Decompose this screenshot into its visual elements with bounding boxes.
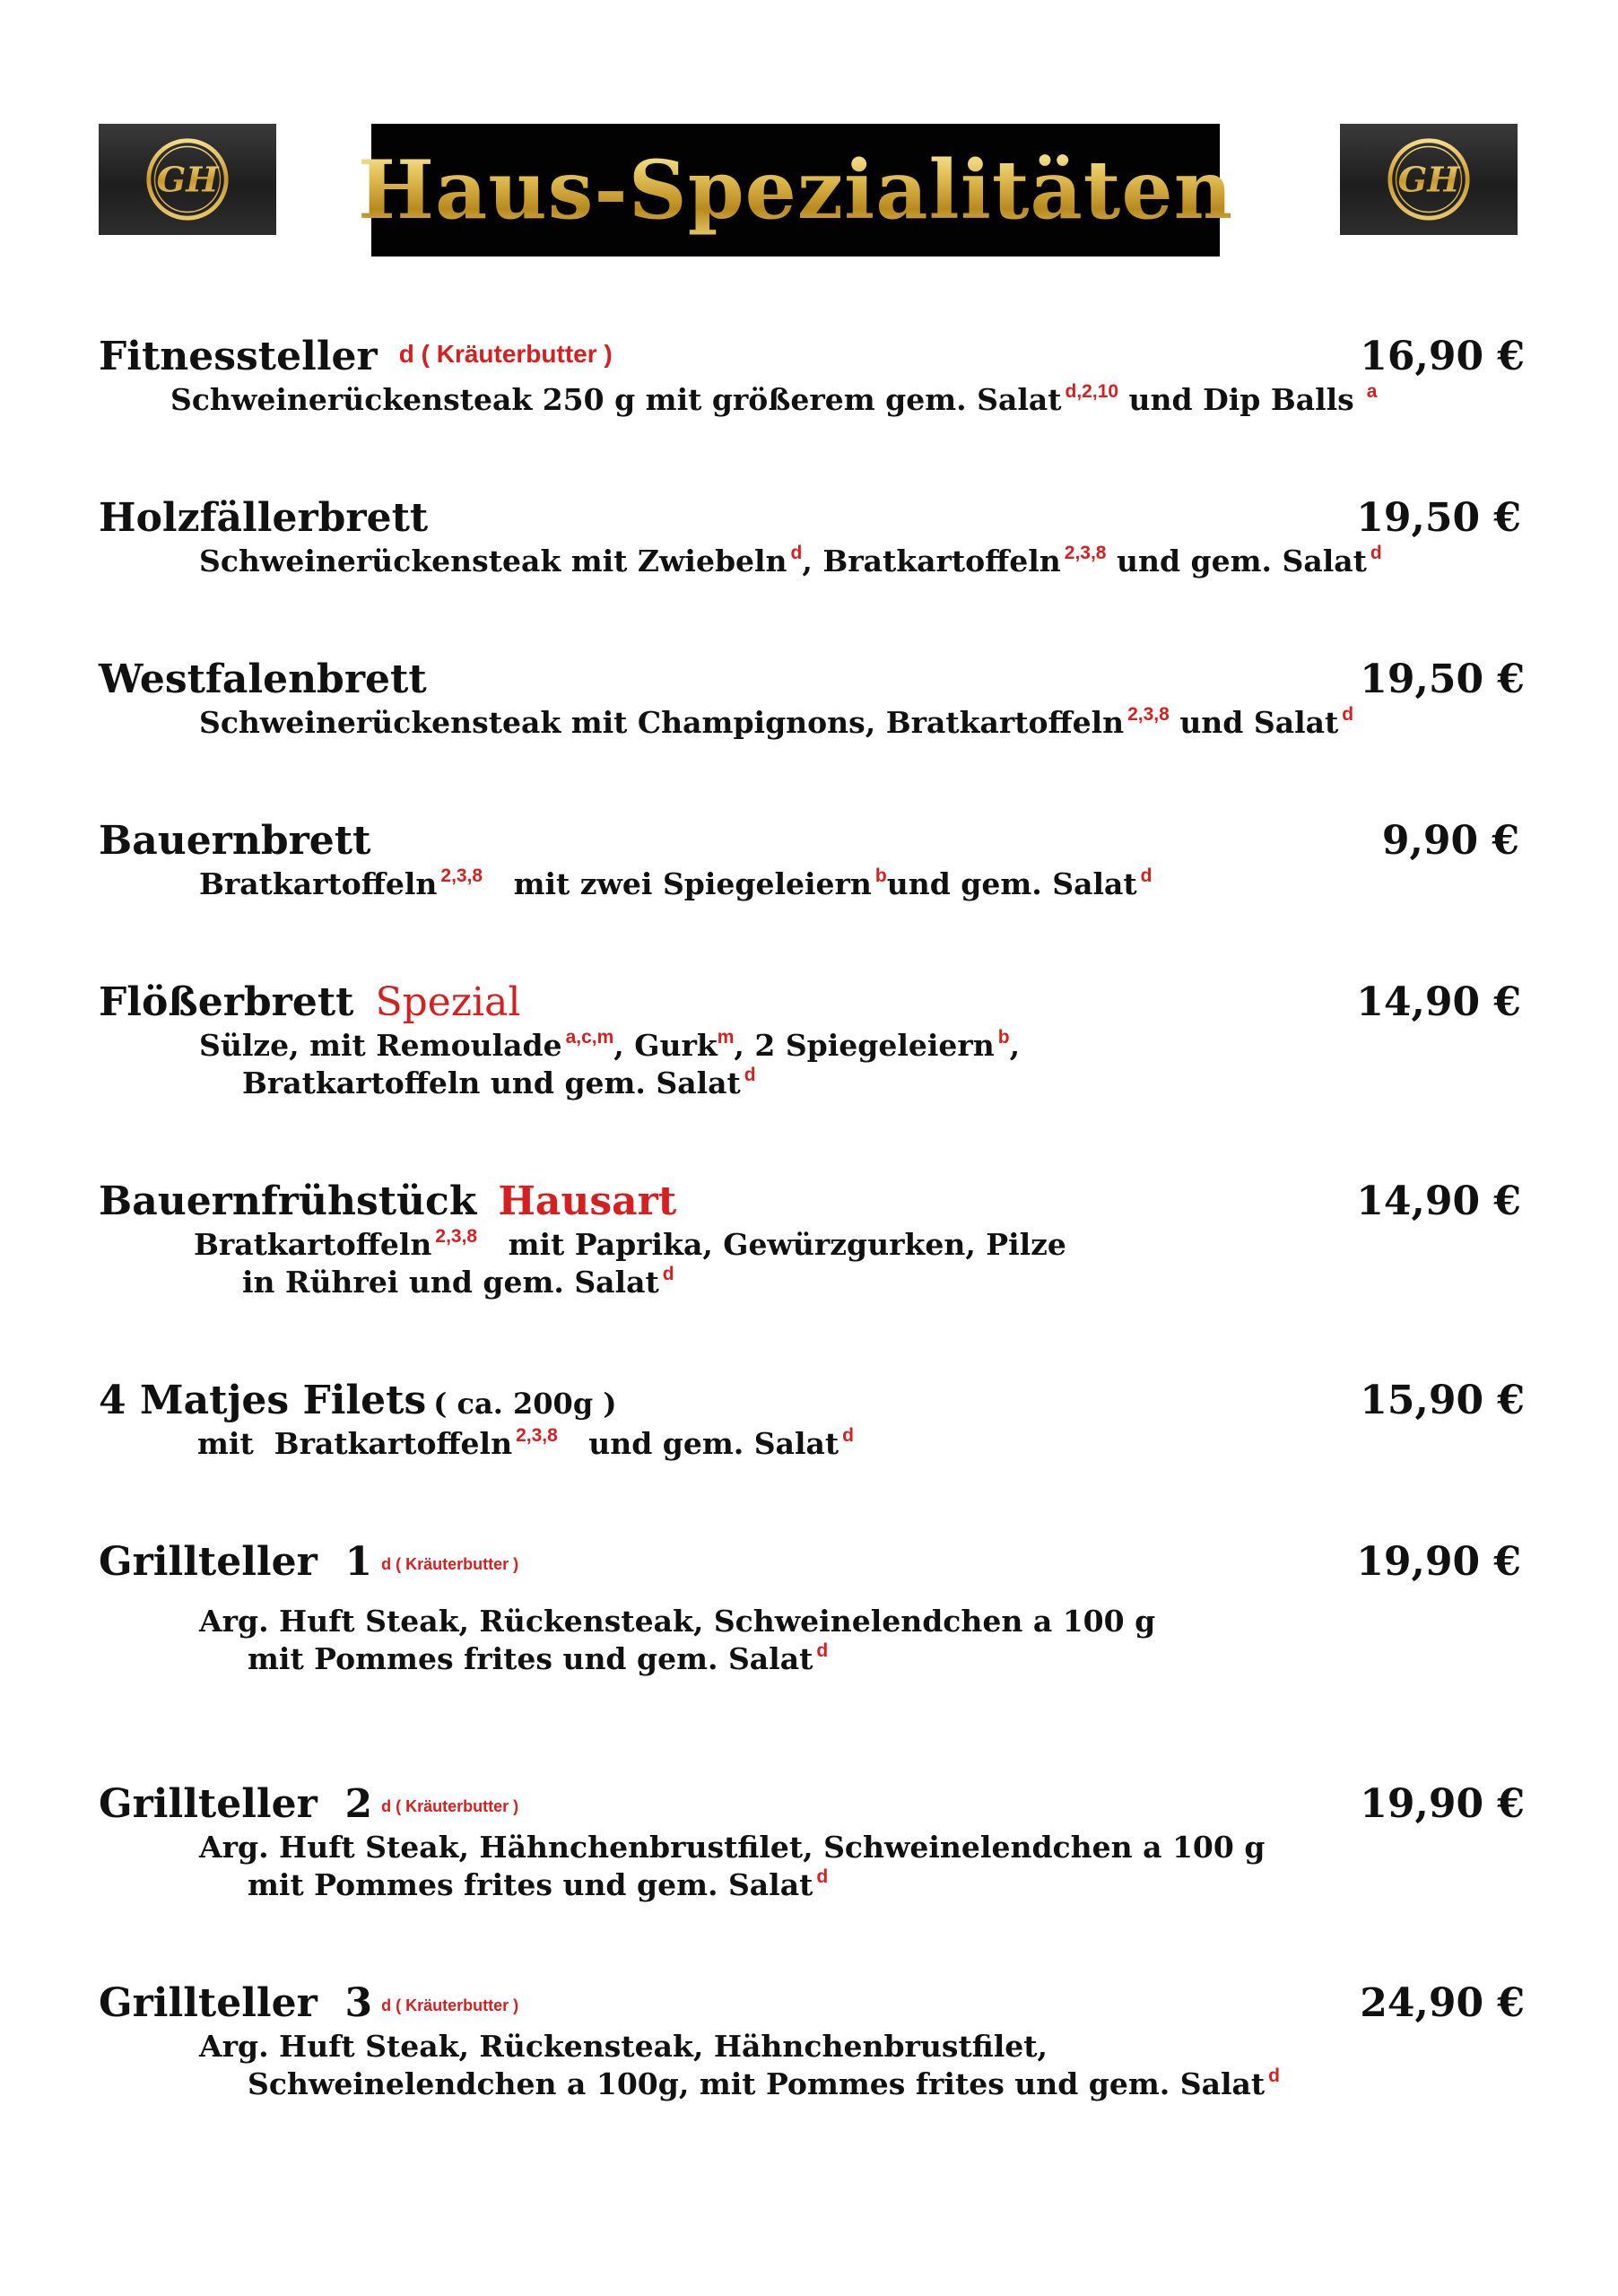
- item-description-line-2: in Rührei und gem. Salat $^d$: [242, 1264, 674, 1300]
- item-name: Bauernbrett: [99, 818, 371, 864]
- item-name: 4 Matjes Filets: [99, 1378, 427, 1423]
- item-price: 19,50 €: [1360, 657, 1525, 702]
- item-name: Grillteller 2: [99, 1781, 373, 1827]
- item-name: Flößerbrett: [99, 979, 354, 1025]
- item-name: Grillteller 1: [99, 1539, 373, 1585]
- gh-monogram-icon: [144, 136, 231, 222]
- item-note: d ( Kräuterbutter ): [381, 1996, 519, 2014]
- item-price: 16,90 €: [1360, 334, 1525, 379]
- svg-text:GH: GH: [1397, 160, 1460, 201]
- item-name: Westfalenbrett: [99, 657, 427, 702]
- gh-monogram-icon: [1386, 136, 1472, 222]
- item-description: Arg. Huft Steak, Rückensteak, Schweinelendchen a 100 g: [199, 1604, 1156, 1639]
- menu-item-fitnessteller: [99, 334, 1525, 417]
- item-description-line-2: mit Pommes frites und gem. Salat $^d$: [248, 1640, 829, 1676]
- item-size: ( ca. 200g ): [433, 1387, 617, 1421]
- logo-left: [99, 124, 276, 235]
- item-name: Grillteller 3: [99, 1980, 373, 2026]
- item-description: Arg. Huft Steak, Hähnchenbrustfilet, Schweinelendchen a 100 g: [199, 1830, 1266, 1865]
- item-price: 24,90 €: [1360, 1980, 1525, 2026]
- item-name: Bauernfrühstück: [99, 1178, 477, 1224]
- item-price: 15,90 €: [1360, 1378, 1525, 1423]
- item-description: Bratkartoffeln $^{2,3,8}$ mit Paprika, Gewürzgurken, Pilze: [194, 1226, 1066, 1262]
- menu-item-bauernbrett: [99, 818, 1525, 901]
- item-price: 19,90 €: [1356, 1539, 1521, 1585]
- item-description: Bratkartoffeln $^{2,3,8}$ mit zwei Spiegeleiern $^b$und gem. Salat $^d$: [199, 865, 1153, 901]
- menu-item-grillteller-2: [99, 1781, 1525, 1902]
- item-description-line-2: mit Pommes frites und gem. Salat $^d$: [248, 1866, 829, 1902]
- item-description: Schweinerückensteak 250 g mit größerem gem. Salat $^{d,2,10}$ und Dip Balls $^a$: [170, 381, 1378, 417]
- item-name: Holzfällerbrett: [99, 495, 429, 541]
- menu-item-grillteller-1: [99, 1539, 1525, 1676]
- item-description: Arg. Huft Steak, Rückensteak, Hähnchenbrustfilet,: [199, 2029, 1048, 2064]
- item-description-line-2: Schweinelendchen a 100g, mit Pommes frites und gem. Salat $^d$: [248, 2066, 1280, 2101]
- menu-item-bauernfruehstueck: [99, 1178, 1525, 1300]
- title-banner: [357, 124, 1234, 257]
- menu-item-holzfaellerbrett: [99, 495, 1525, 578]
- item-accent: Spezial: [375, 979, 521, 1025]
- item-note: d ( Kräuterbutter ): [398, 340, 613, 368]
- item-description: Schweinerückensteak mit Zwiebeln $^d$, Bratkartoffeln $^{2,3,8}$ und gem. Salat $^d$: [199, 543, 1382, 578]
- item-description: Schweinerückensteak mit Champignons, Bratkartoffeln $^{2,3,8}$ und Salat $^d$: [199, 704, 1354, 740]
- item-price: 9,90 €: [1381, 818, 1519, 864]
- item-description: mit Bratkartoffeln $^{2,3,8}$ und gem. Salat $^d$: [197, 1425, 854, 1461]
- item-note: d ( Kräuterbutter ): [381, 1797, 519, 1815]
- logo-right: [1340, 124, 1518, 235]
- item-description: Sülze, mit Remoulade $^{a,c,m}$, Gurk$^m$, 2 Spiegeleiern $^b$,: [199, 1027, 1021, 1063]
- item-price: 19,90 €: [1360, 1781, 1525, 1827]
- svg-text:GH: GH: [156, 160, 219, 201]
- item-price: 14,90 €: [1356, 1178, 1521, 1224]
- menu-item-floesserbrett: [99, 979, 1525, 1100]
- page-title: Haus-Spezialitäten: [357, 143, 1234, 238]
- item-price: 19,50 €: [1356, 495, 1521, 541]
- item-accent: Hausart: [498, 1178, 677, 1224]
- menu-item-westfalenbrett: [99, 657, 1525, 740]
- item-price: 14,90 €: [1356, 979, 1521, 1025]
- item-note: d ( Kräuterbutter ): [381, 1555, 519, 1573]
- menu-item-grillteller-3: [99, 1980, 1525, 2101]
- item-description-line-2: Bratkartoffeln und gem. Salat $^d$: [242, 1065, 756, 1100]
- item-name: Fitnessteller: [99, 334, 378, 379]
- menu-item-matjes-filets: [99, 1378, 1525, 1461]
